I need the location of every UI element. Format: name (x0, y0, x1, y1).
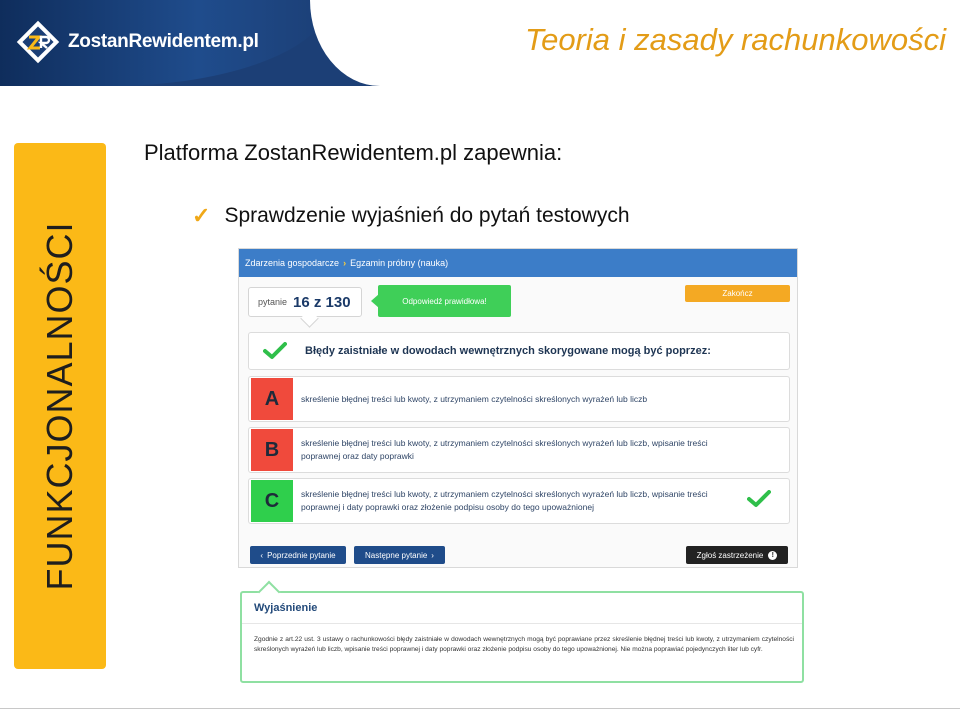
question-counter (248, 287, 362, 317)
question-counter-label: pytanie (258, 297, 288, 307)
header-band (0, 0, 960, 86)
question-text: Błędy zaistniałe w dowodach wewnętrznych skorygowane mogą być poprzez: (305, 345, 711, 357)
explanation-text: Zgodnie z art.22 ust. 3 ustawy o rachunkowości błędy zaistniałe w dowodach wewnętrznych mogą być poprawiane przez skreślenie błędnej treści lub kwoty, z utrzymaniem czytelności skreślonych wyrażeń lub liczb, wpisanie treści poprawnej i daty poprawki oraz złożenie podpisu osoby do tego upoważnionej. Nie można poprawiać pojedynczych liter lub cyfr. (254, 636, 794, 654)
previous-question-label: Poprzednie pytanie (267, 550, 336, 560)
report-issue-button[interactable] (686, 546, 788, 564)
feedback-badge: Odpowiedź prawidłowa! (378, 285, 511, 317)
explanation-divider (242, 623, 802, 624)
checkmark-icon (263, 342, 287, 360)
breadcrumb (239, 249, 797, 277)
answer-letter: A (251, 378, 293, 420)
bullet-text: Sprawdzenie wyjaśnień do pytań testowych (224, 204, 630, 227)
intro-text: Platforma ZostanRewidentem.pl zapewnia: (144, 140, 563, 165)
answer-text: skreślenie błędnej treści lub kwoty, z utrzymaniem czytelności skreślonych wyrażeń lub liczb, wpisanie treści poprawnej oraz daty poprawki (301, 438, 708, 461)
answer-text: skreślenie błędnej treści lub kwoty, z utrzymaniem czytelności skreślonych wyrażeń lub liczb (301, 393, 648, 404)
correct-answer-check-icon (747, 490, 771, 508)
breadcrumb-item-mode[interactable]: Egzamin próbny (nauka) (350, 258, 449, 268)
explanation-title: Wyjaśnienie (254, 602, 318, 614)
chevron-right-icon: › (343, 258, 347, 268)
info-icon: ! (768, 551, 777, 560)
answer-option-c[interactable] (248, 478, 790, 524)
app-screenshot (238, 248, 798, 568)
answer-letter: C (251, 480, 293, 522)
finish-button[interactable]: Zakończ (685, 285, 790, 302)
chevron-right-icon: › (431, 550, 434, 560)
breadcrumb-item-category[interactable]: Zdarzenia gospodarcze (245, 258, 340, 268)
chevron-left-icon: ‹ (260, 550, 264, 560)
bullet-item (192, 203, 630, 229)
slide-title: Teoria i zasady rachunkowości (524, 22, 946, 57)
logo-diamond-icon (16, 20, 60, 64)
check-icon: ✓ (192, 203, 211, 228)
answer-option-a[interactable] (248, 376, 790, 422)
answer-letter: B (251, 429, 293, 471)
next-question-button[interactable] (354, 546, 445, 564)
logo-text: ZostanRewidentem.pl (68, 31, 259, 52)
bottom-divider (0, 708, 960, 709)
report-issue-label: Zgłoś zastrzeżenie (696, 550, 764, 560)
question-counter-value: 16 z 130 (293, 293, 351, 311)
question-box (248, 332, 790, 370)
previous-question-button[interactable] (250, 546, 346, 564)
side-label: FUNKCJONALNOŚCI (39, 221, 80, 591)
next-question-label: Następne pytanie (365, 550, 428, 560)
side-label-panel (14, 143, 106, 669)
answer-text: skreślenie błędnej treści lub kwoty, z utrzymaniem czytelności skreślonych wyrażeń lub liczb, wpisanie treści poprawnej i daty poprawki oraz złożenie podpisu osoby do tego upoważnionej (301, 489, 708, 512)
explanation-panel (240, 591, 804, 683)
logo (16, 20, 259, 64)
answer-option-b[interactable] (248, 427, 790, 473)
